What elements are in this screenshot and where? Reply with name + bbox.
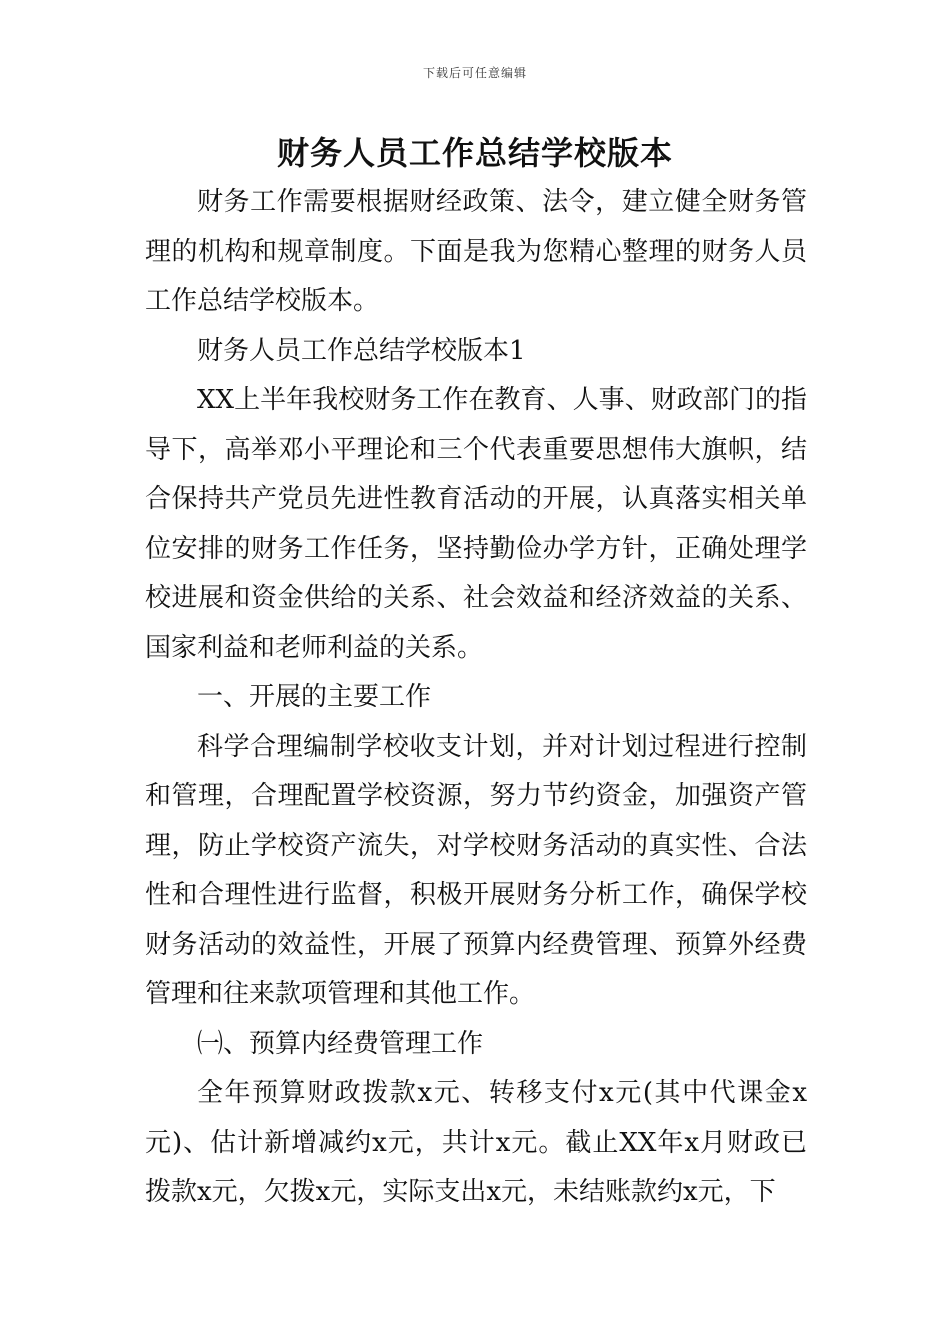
- section-heading: 一、开展的主要工作: [197, 682, 432, 712]
- body-paragraph: 科学合理编制学校收支计划，并对计划过程进行控制和管理，合理配置学校资源，努力节约资金，加强资产管理，防止学校资产流失，对学校财务活动的真实性、合法性和合理性进行监督，积极开展财务分析工作，确保学校财务活动的效益性，开展了预算内经费管理、预算外经费管理和往来款项管理和其他工作。: [145, 731, 807, 1009]
- page-header-note: 下载后可任意编辑: [422, 66, 527, 80]
- section-heading: 财务人员工作总结学校版本1: [197, 335, 526, 366]
- intro-paragraph: 财务工作需要根据财经政策、法令，建立健全财务管理的机构和规章制度。下面是我为您精心整理的财务人员工作总结学校版本。: [145, 187, 807, 316]
- body-paragraph: 全年预算财政拨款x元、转移支付x元(其中代课金x元)、估计新增减约x元，共计x元。截止XX年x月财政已拨款x元，欠拨x元，实际支出x元，未结账款约x元，下: [145, 1078, 807, 1207]
- document-body: [145, 178, 807, 1218]
- document-title: 财务人员工作总结学校版本: [276, 134, 673, 172]
- subsection-heading: ㈠、预算内经费管理工作: [197, 1028, 484, 1059]
- body-paragraph: XX上半年我校财务工作在教育、人事、财政部门的指导下，高举邓小平理论和三个代表重要思想伟大旗帜，结合保持共产党员先进性教育活动的开展，认真落实相关单位安排的财务工作任务，坚持勤俭办学方针，正确处理学校进展和资金供给的关系、社会效益和经济效益的关系、国家利益和老师利益的关系。: [145, 385, 807, 663]
